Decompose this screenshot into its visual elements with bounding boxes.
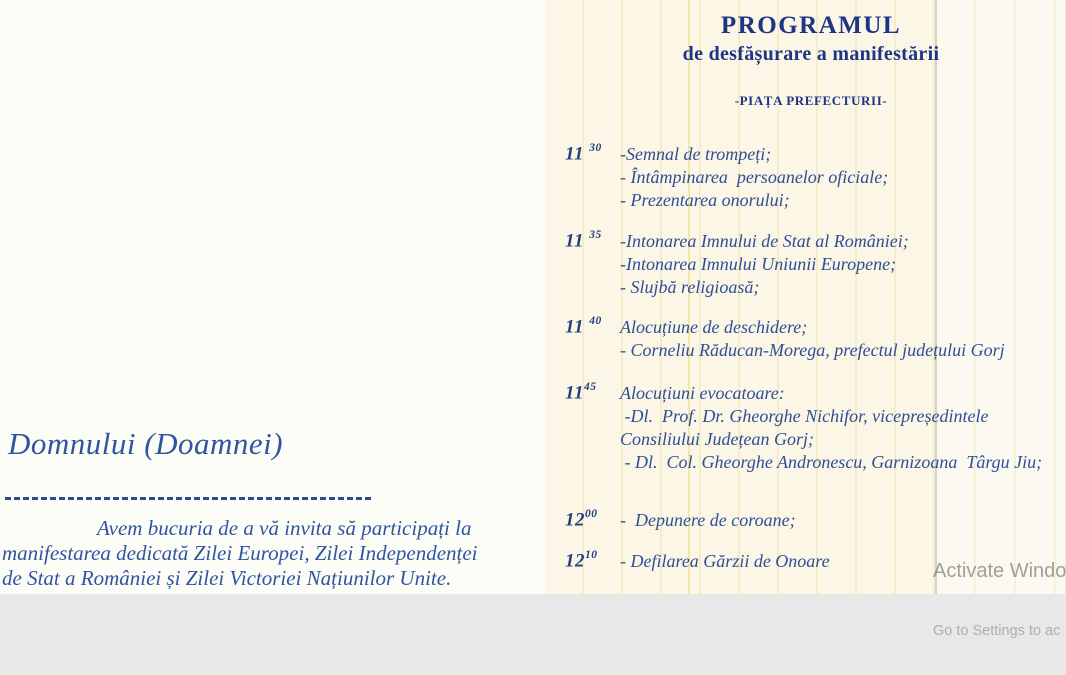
schedule-lines [620,143,888,212]
program-subtitle: de desfășurare a manifestării [682,43,940,65]
schedule-lines [620,550,830,573]
schedule-item-1200 [565,509,796,532]
invitation-line: manifestarea dedicată Zilei Europei, Zilei Independenței [2,541,478,565]
page-crease-scanline [935,0,937,594]
schedule-line: - Prezentarea onorului; [620,190,790,210]
schedule-lines [620,230,909,299]
salutation-line: Domnului (Doamnei) [8,426,284,461]
schedule-time: 11 $^{35}$ [565,229,602,252]
schedule-line: - Dl. Col. Gheorghe Andronescu, Garnizoana Târgu Jiu; [620,452,1043,472]
schedule-time: $11^{45}$ [565,381,597,404]
program-title: PROGRAMUL [720,12,902,39]
schedule-time: $12^{10}$ [565,549,598,572]
invitation-paragraph [2,516,542,591]
invitation-line: de Stat a României și Zilei Victoriei Națiunilor Unite. [2,566,452,590]
invitation-line: Avem bucuria de a vă invita să participați la [97,516,472,540]
schedule-line: - Slujbă religioasă; [620,277,760,297]
schedule-item-1210 [565,550,830,573]
program-title-block [565,12,1057,66]
schedule-item-1140 [565,316,1005,362]
schedule-line: -Intonarea Imnului de Stat al României; [620,231,909,251]
venue-line: -PIAȚA PREFECTURII- [734,93,888,108]
schedule-line: -Intonarea Imnului Uniunii Europene; [620,254,897,274]
watermark-activate-text: Activate Windo [933,560,1066,582]
schedule-line: Alocuțiune de deschidere; [620,317,808,337]
schedule-time: 11 $^{40}$ [565,315,602,338]
schedule-line: - Defilarea Gărzii de Onoare [620,551,830,571]
schedule-line: Alocuțiuni evocatoare: [620,383,785,403]
schedule-line: - Întâmpinarea persoanelor oficiale; [620,167,889,187]
schedule-item-1135 [565,230,909,299]
watermark-settings-text: Go to Settings to ac [933,623,1061,639]
schedule-line: -Semnal de trompeți; [620,144,772,164]
schedule-lines [620,382,1042,474]
schedule-item-1145 [565,382,1042,474]
windows-activation-watermark [933,524,1066,675]
schedule-line: - Depunere de coroane; [620,510,796,530]
schedule-item-1130 [565,143,888,212]
right-page-edge-background [936,0,1065,594]
schedule-time: $12^{00}$ [565,508,598,531]
schedule-line: - Corneliu Răducan-Morega, prefectul județului Gorj [620,340,1005,360]
schedule-time: 11 $^{30}$ [565,142,602,165]
schedule-lines [620,509,796,532]
schedule-line: Consiliului Județean Gorj; [620,429,814,449]
schedule-line: -Dl. Prof. Dr. Gheorghe Nichifor, vicepreședintele [620,406,989,426]
schedule-lines [620,316,1005,362]
name-fill-in-dashed-line [5,497,371,500]
